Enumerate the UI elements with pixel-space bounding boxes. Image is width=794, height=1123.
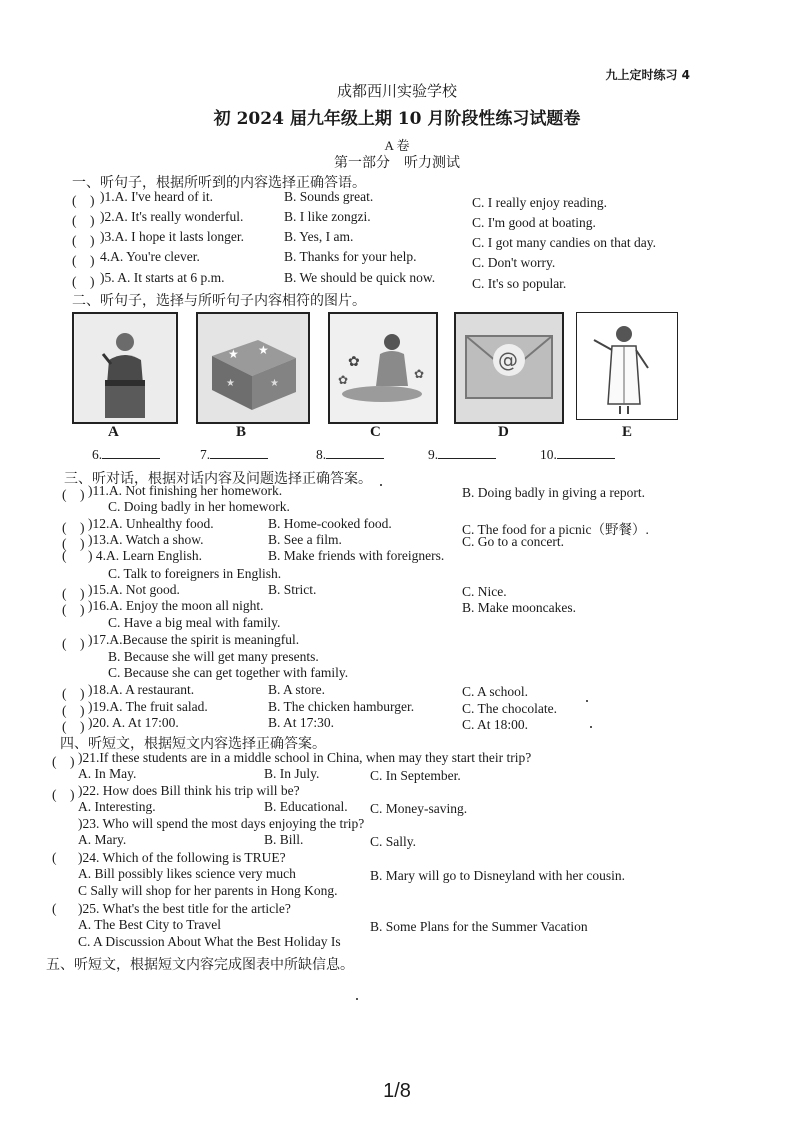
answer-bracket: ( )	[72, 193, 95, 208]
picture-letter: A	[108, 424, 119, 440]
option-b: B. Home-cooked food.	[268, 516, 392, 531]
section3-heading: 三、听对话，根据对话内容及问题选择正确答案。	[64, 472, 372, 487]
option-c: C. Go to a concert.	[462, 534, 564, 549]
option-c: C. A school.	[462, 684, 529, 699]
option-c: C. Don't worry.	[472, 255, 556, 270]
option-b: B. Strict.	[268, 582, 317, 597]
option-c: B. Mary will go to Disneyland with her cousin.	[370, 868, 625, 883]
svg-text:★: ★	[228, 347, 239, 361]
question-line: A. In May.	[78, 766, 137, 781]
picture-c	[328, 312, 438, 424]
answer-blank-9	[428, 446, 496, 463]
blank-number: 7.	[200, 447, 211, 462]
option-b: B. Bill.	[264, 832, 304, 847]
question-line: C. A Discussion About What the Best Holiday Is	[78, 934, 341, 949]
girl-in-garden-icon	[330, 314, 436, 422]
answer-bracket: ( )	[62, 487, 85, 502]
question-line: ) 4.A. Learn English.	[88, 548, 202, 563]
option-c: B. Doing badly in giving a report.	[462, 485, 645, 500]
picture-d	[454, 312, 564, 424]
picture-b	[196, 312, 310, 424]
blank-line	[326, 446, 384, 459]
part-heading: 第一部分 听力测试	[334, 156, 460, 171]
option-b: B. Yes, I am.	[284, 229, 354, 244]
question-line: )15.A. Not good.	[88, 582, 180, 597]
picture-e	[576, 312, 678, 420]
doctor-icon	[576, 312, 678, 420]
option-b: B. Sounds great.	[284, 189, 374, 204]
answer-bracket: ( )	[62, 520, 85, 535]
option-c: C. The chocolate.	[462, 701, 557, 716]
answer-bracket: ( )	[62, 602, 85, 617]
question-line: )17.A.Because the spirit is meaningful.	[88, 632, 300, 647]
question-line: )22. How does Bill think his trip will be?	[78, 783, 300, 798]
question-line: B. Because she will get many presents.	[108, 649, 319, 664]
question-line: C. Talk to foreigners in English.	[108, 566, 282, 581]
answer-bracket: ( )	[72, 253, 95, 268]
section5-heading: 五、听短文，根据短文内容完成图表中所缺信息。	[46, 958, 354, 973]
question-line: )12.A. Unhealthy food.	[88, 516, 214, 531]
question-line: )13.A. Watch a show.	[88, 532, 204, 547]
email-envelope-icon	[456, 314, 562, 422]
blank-number: 6.	[92, 447, 103, 462]
page-number: 1/8	[383, 1080, 411, 1102]
school-name: 成都西川实验学校	[336, 84, 457, 100]
option-b: B. Thanks for your help.	[284, 249, 417, 264]
answer-bracket: ( )	[62, 636, 85, 651]
question-line: C. Doing badly in her homework.	[108, 499, 290, 514]
answer-bracket: ( )	[62, 719, 85, 734]
answer-bracket: ( )	[72, 213, 95, 228]
question-line: )18.A. A restaurant.	[88, 682, 195, 697]
speaker-at-podium-icon	[74, 314, 176, 422]
question-line: C. Because she can get together with family.	[108, 665, 349, 680]
option-b: B. The chicken hamburger.	[268, 699, 415, 714]
option-c: C. Nice.	[462, 584, 507, 599]
blank-line	[438, 446, 496, 459]
option-c: C. The food for a picnic（野餐）.	[462, 522, 649, 537]
star-gift-box-icon	[198, 314, 308, 422]
question-line: )19.A. The fruit salad.	[88, 699, 208, 714]
option-a: )2.A. It's really wonderful.	[100, 209, 244, 224]
section4-heading: 四、听短文，根据短文内容选择正确答案。	[60, 737, 326, 752]
option-c: C. I really enjoy reading.	[472, 195, 607, 210]
answer-bracket: ( )	[62, 536, 85, 551]
paper-label: A 卷	[384, 138, 410, 153]
answer-bracket: ( )	[52, 787, 75, 802]
blank-line	[210, 446, 268, 459]
option-c: C. Sally.	[370, 834, 417, 849]
answer-bracket: (	[62, 548, 67, 563]
question-line: )25. What's the best title for the article?	[78, 901, 291, 916]
question-line: )21.If these students are in a middle school in China, when may they start their trip?	[78, 750, 532, 765]
option-b: B. I like zongzi.	[284, 209, 371, 224]
option-b: B. A store.	[268, 682, 326, 697]
blank-line	[557, 446, 615, 459]
answer-blank-10	[540, 446, 615, 463]
answer-blank-8	[316, 446, 384, 463]
picture-letter: D	[498, 424, 509, 440]
question-line: C. Have a big meal with family.	[108, 615, 281, 630]
question-line: A. Bill possibly likes science very much	[78, 866, 296, 881]
option-c: B. Make mooncakes.	[462, 600, 576, 615]
option-b: B. Educational.	[264, 799, 348, 814]
answer-bracket: ( )	[72, 233, 95, 248]
blank-number: 9.	[428, 447, 439, 462]
exam-title: 初 2024 届九年级上期 10 月阶段性练习试题卷	[213, 109, 581, 129]
question-line: )24. Which of the following is TRUE?	[78, 850, 286, 865]
svg-text:@: @	[498, 348, 518, 372]
question-line: )20. A. At 17:00.	[88, 715, 179, 730]
answer-bracket: (	[52, 901, 57, 916]
answer-bracket: (	[52, 850, 57, 865]
section2-heading: 二、听句子，选择与所听句子内容相符的图片。	[72, 294, 366, 309]
option-b: B. In July.	[264, 766, 320, 781]
option-b: B. We should be quick now.	[284, 270, 436, 285]
picture-letter: E	[622, 424, 633, 440]
option-c: C. It's so popular.	[472, 276, 567, 291]
section1-heading: 一、听句子，根据所听到的内容选择正确答语。	[72, 176, 366, 191]
option-a: 4.A. You're clever.	[100, 249, 200, 264]
blank-number: 10.	[540, 447, 557, 462]
option-b: B. At 17:30.	[268, 715, 335, 730]
svg-text:★: ★	[258, 343, 269, 357]
question-line: )11.A. Not finishing her homework.	[88, 483, 283, 498]
answer-bracket: ( )	[72, 274, 95, 289]
svg-text:✿: ✿	[348, 355, 360, 370]
option-c: C. In September.	[370, 768, 461, 783]
option-c: B. Some Plans for the Summer Vacation	[370, 919, 588, 934]
answer-bracket: ( )	[52, 754, 75, 769]
answer-bracket: ( )	[62, 686, 85, 701]
svg-text:★: ★	[226, 378, 235, 389]
option-b: B. See a film.	[268, 532, 342, 547]
picture-a	[72, 312, 178, 424]
answer-blank-7	[200, 446, 268, 463]
question-line: )23. Who will spend the most days enjoying the trip?	[78, 816, 365, 831]
option-c: C. I'm good at boating.	[472, 215, 596, 230]
question-line: A. Interesting.	[78, 799, 156, 814]
answer-bracket: ( )	[62, 703, 85, 718]
option-a: )3.A. I hope it lasts longer.	[100, 229, 244, 244]
blank-line	[102, 446, 160, 459]
option-c: C. At 18:00.	[462, 717, 529, 732]
option-c: C. Money-saving.	[370, 801, 468, 816]
option-b: B. Make friends with foreigners.	[268, 548, 445, 563]
option-a: )1.A. I've heard of it.	[100, 189, 214, 204]
question-line: )16.A. Enjoy the moon all night.	[88, 598, 264, 613]
question-line: A. Mary.	[78, 832, 127, 847]
answer-blank-6	[92, 446, 160, 463]
question-line: A. The Best City to Travel	[78, 917, 222, 932]
picture-letter: C	[370, 424, 381, 440]
question-line: C Sally will shop for her parents in Hong Kong.	[78, 883, 338, 898]
svg-text:✿: ✿	[338, 373, 349, 387]
svg-text:★: ★	[270, 378, 279, 389]
exam-corner-label: 九上定时练习 4	[605, 68, 690, 82]
option-c: C. I got many candies on that day.	[472, 235, 656, 250]
blank-number: 8.	[316, 447, 327, 462]
answer-bracket: ( )	[62, 586, 85, 601]
option-a: )5. A. It starts at 6 p.m.	[100, 270, 225, 285]
picture-letter: B	[236, 424, 247, 440]
svg-text:✿: ✿	[414, 367, 425, 381]
